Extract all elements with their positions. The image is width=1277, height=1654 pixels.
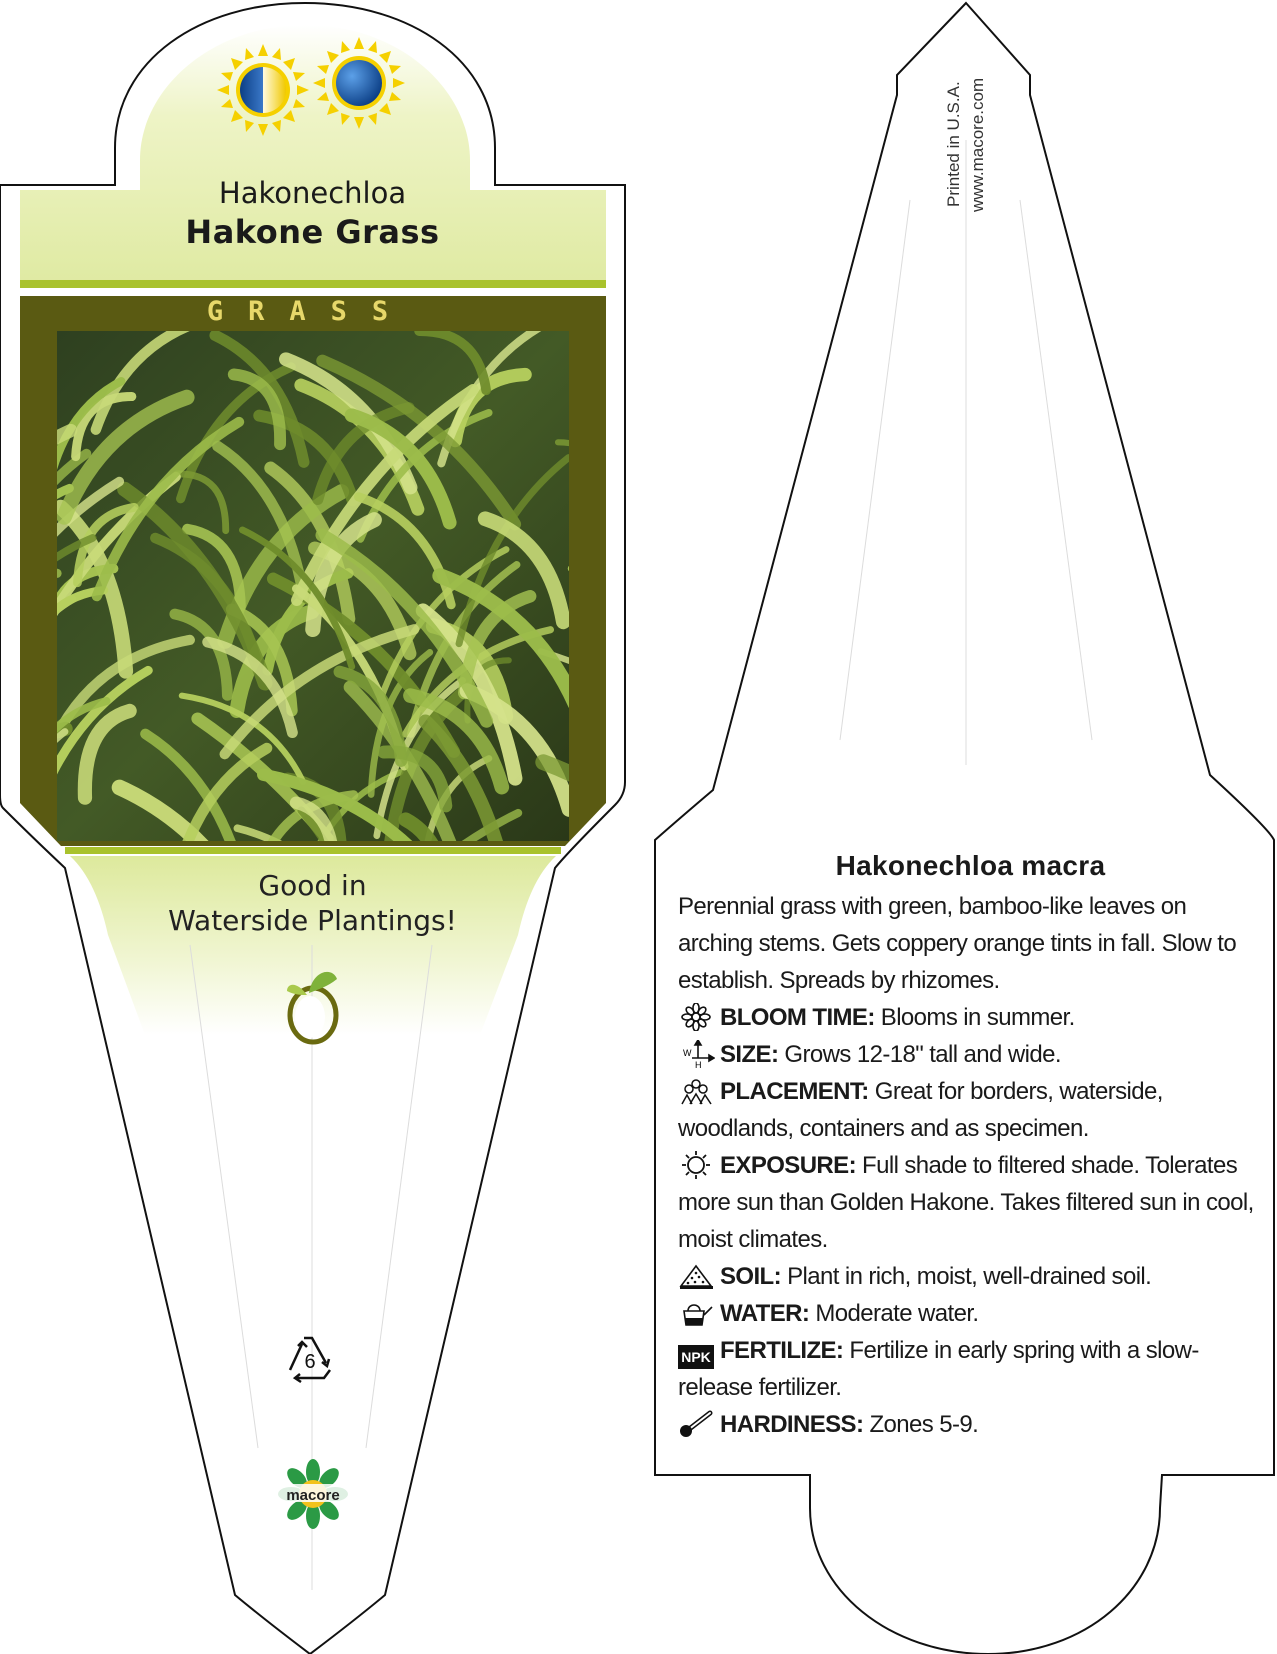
photo-frame-base [65, 847, 561, 854]
brand-name: macore [286, 1487, 340, 1504]
placement-value: Great for borders, waterside, woodlands, containers and as specimen. [678, 1078, 1163, 1142]
recycle-number: 6 [304, 1351, 316, 1373]
care-info [678, 850, 1263, 1443]
exposure-value: Full shade to filtered shade. Tolerates more sun than Golden Hakone. Takes filtered sun in cool, moist climates. [678, 1152, 1254, 1253]
water-value: Moderate water. [815, 1300, 979, 1327]
soil-label: SOIL: [720, 1263, 781, 1290]
placement-icon [678, 1077, 715, 1105]
water-label: WATER: [720, 1300, 810, 1327]
description: Perennial grass with green, bamboo-like leaves on arching stems. Gets coppery orange tints in fall. Slow to establish. Spreads by rhizomes. [678, 893, 1237, 994]
hardiness-value: Zones 5-9. [869, 1411, 979, 1438]
attr-exposure [678, 1147, 1263, 1258]
fertilize-value: Fertilize in early spring with a slow-release fertilizer. [678, 1337, 1199, 1401]
svg-text:H: H [695, 1060, 701, 1068]
attr-bloom-time [678, 999, 1263, 1036]
genus-name: Hakonechloa [218, 176, 407, 210]
exposure-label: EXPOSURE: [720, 1152, 856, 1179]
fertilize-label: FERTILIZE: [720, 1337, 844, 1364]
website-label: www.macore.com [968, 77, 987, 212]
npk-icon: NPK [678, 1345, 714, 1369]
soil-icon [678, 1262, 715, 1290]
attr-soil [678, 1258, 1263, 1295]
header-underline [20, 280, 606, 288]
promo-text [90, 868, 535, 938]
bloom-time-value: Blooms in summer. [880, 1004, 1075, 1031]
sun-outline-icon [678, 1151, 715, 1179]
common-name: Hakone Grass [185, 213, 440, 251]
size-arrows-icon [678, 1040, 715, 1068]
hardiness-label: HARDINESS: [720, 1411, 864, 1438]
attr-hardiness [678, 1406, 1263, 1443]
attr-size [678, 1036, 1263, 1073]
flower-icon [678, 1003, 715, 1031]
printed-in-label: Printed in U.S.A. [944, 81, 963, 207]
scientific-name: Hakonechloa macra [835, 850, 1106, 881]
promo-line-2: Waterside Plantings! [168, 904, 457, 937]
attr-placement [678, 1073, 1263, 1147]
watering-can-icon [678, 1299, 715, 1327]
bloom-time-label: BLOOM TIME: [720, 1004, 875, 1031]
thermometer-icon [678, 1410, 715, 1438]
attr-water [678, 1295, 1263, 1332]
category-label: GRASS [206, 296, 414, 327]
size-label: SIZE: [720, 1041, 779, 1068]
size-value: Grows 12-18" tall and wide. [784, 1041, 1061, 1068]
attr-fertilize [678, 1332, 1263, 1406]
soil-value: Plant in rich, moist, well-drained soil. [787, 1263, 1152, 1290]
placement-label: PLACEMENT: [720, 1078, 869, 1105]
svg-text:W: W [683, 1048, 691, 1058]
promo-line-1: Good in [258, 869, 367, 902]
